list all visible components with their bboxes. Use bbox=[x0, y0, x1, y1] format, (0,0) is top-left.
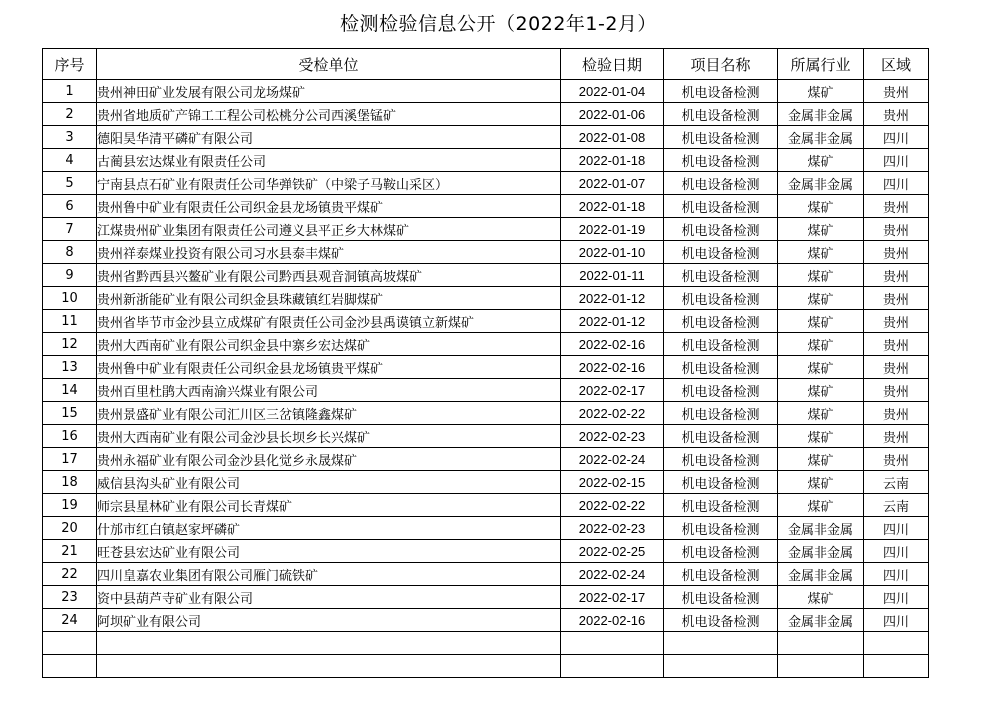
row-no: 5 bbox=[43, 172, 97, 195]
empty-cell bbox=[561, 655, 664, 678]
row-industry: 煤矿 bbox=[778, 494, 864, 517]
table-row bbox=[43, 517, 929, 540]
row-unit: 师宗县星林矿业有限公司长青煤矿 bbox=[97, 494, 561, 517]
row-no: 3 bbox=[43, 126, 97, 149]
row-industry: 煤矿 bbox=[778, 425, 864, 448]
row-region: 贵州 bbox=[864, 218, 929, 241]
row-date: 2022-02-17 bbox=[561, 379, 664, 402]
header-no: 序号 bbox=[43, 49, 97, 80]
empty-cell bbox=[778, 632, 864, 655]
empty-cell bbox=[97, 655, 561, 678]
table-row bbox=[43, 333, 929, 356]
row-region: 四川 bbox=[864, 517, 929, 540]
row-industry: 煤矿 bbox=[778, 264, 864, 287]
row-industry: 金属非金属 bbox=[778, 517, 864, 540]
row-industry: 煤矿 bbox=[778, 241, 864, 264]
row-unit: 贵州景盛矿业有限公司汇川区三岔镇隆鑫煤矿 bbox=[97, 402, 561, 425]
row-date: 2022-01-06 bbox=[561, 103, 664, 126]
row-unit: 四川皇嘉农业集团有限公司雁门硫铁矿 bbox=[97, 563, 561, 586]
empty-cell bbox=[43, 655, 97, 678]
row-no: 24 bbox=[43, 609, 97, 632]
row-item: 机电设备检测 bbox=[664, 402, 778, 425]
row-item: 机电设备检测 bbox=[664, 471, 778, 494]
row-item: 机电设备检测 bbox=[664, 586, 778, 609]
header-unit: 受检单位 bbox=[97, 49, 561, 80]
empty-cell bbox=[664, 655, 778, 678]
row-unit: 阿坝矿业有限公司 bbox=[97, 609, 561, 632]
row-date: 2022-02-25 bbox=[561, 540, 664, 563]
row-date: 2022-02-22 bbox=[561, 494, 664, 517]
row-no: 19 bbox=[43, 494, 97, 517]
row-item: 机电设备检测 bbox=[664, 80, 778, 103]
table-row bbox=[43, 448, 929, 471]
row-no: 12 bbox=[43, 333, 97, 356]
table-row bbox=[43, 471, 929, 494]
table-row bbox=[43, 563, 929, 586]
row-item: 机电设备检测 bbox=[664, 241, 778, 264]
table-row bbox=[43, 172, 929, 195]
row-unit: 德阳昊华清平磷矿有限公司 bbox=[97, 126, 561, 149]
row-region: 贵州 bbox=[864, 448, 929, 471]
row-item: 机电设备检测 bbox=[664, 494, 778, 517]
row-item: 机电设备检测 bbox=[664, 609, 778, 632]
row-no: 7 bbox=[43, 218, 97, 241]
row-item: 机电设备检测 bbox=[664, 149, 778, 172]
table-row bbox=[43, 218, 929, 241]
table-row bbox=[43, 149, 929, 172]
row-industry: 煤矿 bbox=[778, 80, 864, 103]
row-unit: 旺苍县宏达矿业有限公司 bbox=[97, 540, 561, 563]
header-date: 检验日期 bbox=[561, 49, 664, 80]
row-unit: 贵州新浙能矿业有限公司织金县珠藏镇红岩脚煤矿 bbox=[97, 287, 561, 310]
row-region: 贵州 bbox=[864, 80, 929, 103]
row-industry: 金属非金属 bbox=[778, 540, 864, 563]
row-region: 四川 bbox=[864, 149, 929, 172]
row-unit: 贵州鲁中矿业有限责任公司织金县龙场镇贵平煤矿 bbox=[97, 195, 561, 218]
row-item: 机电设备检测 bbox=[664, 218, 778, 241]
row-date: 2022-01-12 bbox=[561, 287, 664, 310]
row-region: 贵州 bbox=[864, 356, 929, 379]
row-unit: 贵州省黔西县兴鳌矿业有限公司黔西县观音洞镇高坡煤矿 bbox=[97, 264, 561, 287]
row-no: 18 bbox=[43, 471, 97, 494]
row-item: 机电设备检测 bbox=[664, 287, 778, 310]
row-unit: 贵州鲁中矿业有限责任公司织金县龙场镇贵平煤矿 bbox=[97, 356, 561, 379]
row-item: 机电设备检测 bbox=[664, 356, 778, 379]
row-region: 云南 bbox=[864, 471, 929, 494]
table-row bbox=[43, 540, 929, 563]
row-unit: 贵州神田矿业发展有限公司龙场煤矿 bbox=[97, 80, 561, 103]
row-no: 21 bbox=[43, 540, 97, 563]
table-row bbox=[43, 80, 929, 103]
row-no: 17 bbox=[43, 448, 97, 471]
row-region: 四川 bbox=[864, 126, 929, 149]
row-industry: 煤矿 bbox=[778, 586, 864, 609]
row-region: 四川 bbox=[864, 609, 929, 632]
row-industry: 煤矿 bbox=[778, 287, 864, 310]
row-unit: 什邡市红白镇赵家坪磷矿 bbox=[97, 517, 561, 540]
empty-cell bbox=[864, 632, 929, 655]
row-item: 机电设备检测 bbox=[664, 103, 778, 126]
row-item: 机电设备检测 bbox=[664, 540, 778, 563]
empty-row bbox=[43, 655, 929, 678]
row-item: 机电设备检测 bbox=[664, 425, 778, 448]
row-date: 2022-02-15 bbox=[561, 471, 664, 494]
inspection-table bbox=[42, 48, 929, 678]
row-unit: 江煤贵州矿业集团有限责任公司遵义县平正乡大林煤矿 bbox=[97, 218, 561, 241]
row-industry: 煤矿 bbox=[778, 402, 864, 425]
row-no: 20 bbox=[43, 517, 97, 540]
row-unit: 宁南县点石矿业有限责任公司华弹铁矿（中梁子马鞍山采区） bbox=[97, 172, 561, 195]
row-date: 2022-02-16 bbox=[561, 333, 664, 356]
row-unit: 威信县沟头矿业有限公司 bbox=[97, 471, 561, 494]
row-date: 2022-01-18 bbox=[561, 149, 664, 172]
empty-cell bbox=[97, 632, 561, 655]
row-region: 贵州 bbox=[864, 264, 929, 287]
row-industry: 煤矿 bbox=[778, 149, 864, 172]
row-item: 机电设备检测 bbox=[664, 264, 778, 287]
empty-cell bbox=[778, 655, 864, 678]
table-row bbox=[43, 494, 929, 517]
row-unit: 贵州大西南矿业有限公司织金县中寨乡宏达煤矿 bbox=[97, 333, 561, 356]
row-region: 贵州 bbox=[864, 241, 929, 264]
table-row bbox=[43, 356, 929, 379]
row-unit: 贵州祥泰煤业投资有限公司习水县泰丰煤矿 bbox=[97, 241, 561, 264]
row-unit: 贵州百里杜鹃大西南渝兴煤业有限公司 bbox=[97, 379, 561, 402]
table-body bbox=[43, 80, 929, 678]
row-no: 9 bbox=[43, 264, 97, 287]
row-item: 机电设备检测 bbox=[664, 172, 778, 195]
empty-cell bbox=[664, 632, 778, 655]
empty-cell bbox=[864, 655, 929, 678]
row-region: 贵州 bbox=[864, 195, 929, 218]
row-item: 机电设备检测 bbox=[664, 195, 778, 218]
table-row bbox=[43, 195, 929, 218]
row-industry: 煤矿 bbox=[778, 195, 864, 218]
row-industry: 煤矿 bbox=[778, 379, 864, 402]
row-industry: 煤矿 bbox=[778, 333, 864, 356]
empty-cell bbox=[561, 632, 664, 655]
row-no: 14 bbox=[43, 379, 97, 402]
row-date: 2022-01-07 bbox=[561, 172, 664, 195]
row-region: 四川 bbox=[864, 172, 929, 195]
row-no: 13 bbox=[43, 356, 97, 379]
row-region: 贵州 bbox=[864, 379, 929, 402]
row-date: 2022-02-17 bbox=[561, 586, 664, 609]
row-date: 2022-02-23 bbox=[561, 517, 664, 540]
table-row bbox=[43, 379, 929, 402]
table-row bbox=[43, 609, 929, 632]
row-date: 2022-02-16 bbox=[561, 356, 664, 379]
row-unit: 贵州永福矿业有限公司金沙县化觉乡永晟煤矿 bbox=[97, 448, 561, 471]
row-industry: 金属非金属 bbox=[778, 103, 864, 126]
row-region: 贵州 bbox=[864, 333, 929, 356]
table-row bbox=[43, 310, 929, 333]
row-industry: 金属非金属 bbox=[778, 172, 864, 195]
table-row bbox=[43, 126, 929, 149]
table-row bbox=[43, 103, 929, 126]
row-no: 10 bbox=[43, 287, 97, 310]
row-industry: 煤矿 bbox=[778, 471, 864, 494]
row-industry: 煤矿 bbox=[778, 448, 864, 471]
table-row bbox=[43, 586, 929, 609]
row-date: 2022-01-08 bbox=[561, 126, 664, 149]
table-row bbox=[43, 402, 929, 425]
row-region: 四川 bbox=[864, 540, 929, 563]
header-industry: 所属行业 bbox=[778, 49, 864, 80]
row-region: 贵州 bbox=[864, 103, 929, 126]
header-item: 项目名称 bbox=[664, 49, 778, 80]
row-item: 机电设备检测 bbox=[664, 126, 778, 149]
row-no: 11 bbox=[43, 310, 97, 333]
row-no: 22 bbox=[43, 563, 97, 586]
row-no: 8 bbox=[43, 241, 97, 264]
empty-cell bbox=[43, 632, 97, 655]
row-item: 机电设备检测 bbox=[664, 333, 778, 356]
row-region: 四川 bbox=[864, 563, 929, 586]
row-region: 贵州 bbox=[864, 310, 929, 333]
row-date: 2022-01-12 bbox=[561, 310, 664, 333]
row-region: 四川 bbox=[864, 586, 929, 609]
row-date: 2022-02-24 bbox=[561, 448, 664, 471]
row-no: 15 bbox=[43, 402, 97, 425]
row-no: 1 bbox=[43, 80, 97, 103]
page-title: 检测检验信息公开（2022年1-2月） bbox=[340, 13, 657, 35]
row-no: 4 bbox=[43, 149, 97, 172]
empty-row bbox=[43, 632, 929, 655]
row-region: 贵州 bbox=[864, 425, 929, 448]
row-item: 机电设备检测 bbox=[664, 563, 778, 586]
table-row bbox=[43, 264, 929, 287]
row-item: 机电设备检测 bbox=[664, 379, 778, 402]
row-industry: 金属非金属 bbox=[778, 563, 864, 586]
row-date: 2022-01-10 bbox=[561, 241, 664, 264]
table-row bbox=[43, 241, 929, 264]
row-region: 云南 bbox=[864, 494, 929, 517]
row-industry: 金属非金属 bbox=[778, 609, 864, 632]
table-row bbox=[43, 425, 929, 448]
row-no: 6 bbox=[43, 195, 97, 218]
header-region: 区域 bbox=[864, 49, 929, 80]
row-industry: 煤矿 bbox=[778, 356, 864, 379]
row-unit: 贵州省地质矿产锦工工程公司松桃分公司西溪堡锰矿 bbox=[97, 103, 561, 126]
row-industry: 金属非金属 bbox=[778, 126, 864, 149]
row-unit: 资中县葫芦寺矿业有限公司 bbox=[97, 586, 561, 609]
row-unit: 贵州大西南矿业有限公司金沙县长坝乡长兴煤矿 bbox=[97, 425, 561, 448]
row-unit: 贵州省毕节市金沙县立成煤矿有限责任公司金沙县禹谟镇立新煤矿 bbox=[97, 310, 561, 333]
row-item: 机电设备检测 bbox=[664, 517, 778, 540]
row-date: 2022-02-16 bbox=[561, 609, 664, 632]
row-date: 2022-01-18 bbox=[561, 195, 664, 218]
row-item: 机电设备检测 bbox=[664, 310, 778, 333]
row-no: 23 bbox=[43, 586, 97, 609]
row-no: 16 bbox=[43, 425, 97, 448]
table-header-row bbox=[43, 49, 929, 80]
table-row bbox=[43, 287, 929, 310]
row-industry: 煤矿 bbox=[778, 218, 864, 241]
row-date: 2022-02-24 bbox=[561, 563, 664, 586]
row-item: 机电设备检测 bbox=[664, 448, 778, 471]
row-date: 2022-01-19 bbox=[561, 218, 664, 241]
row-no: 2 bbox=[43, 103, 97, 126]
row-date: 2022-01-04 bbox=[561, 80, 664, 103]
row-date: 2022-02-23 bbox=[561, 425, 664, 448]
row-date: 2022-01-11 bbox=[561, 264, 664, 287]
row-date: 2022-02-22 bbox=[561, 402, 664, 425]
row-region: 贵州 bbox=[864, 287, 929, 310]
row-region: 贵州 bbox=[864, 402, 929, 425]
row-unit: 古蔺县宏达煤业有限责任公司 bbox=[97, 149, 561, 172]
row-industry: 煤矿 bbox=[778, 310, 864, 333]
